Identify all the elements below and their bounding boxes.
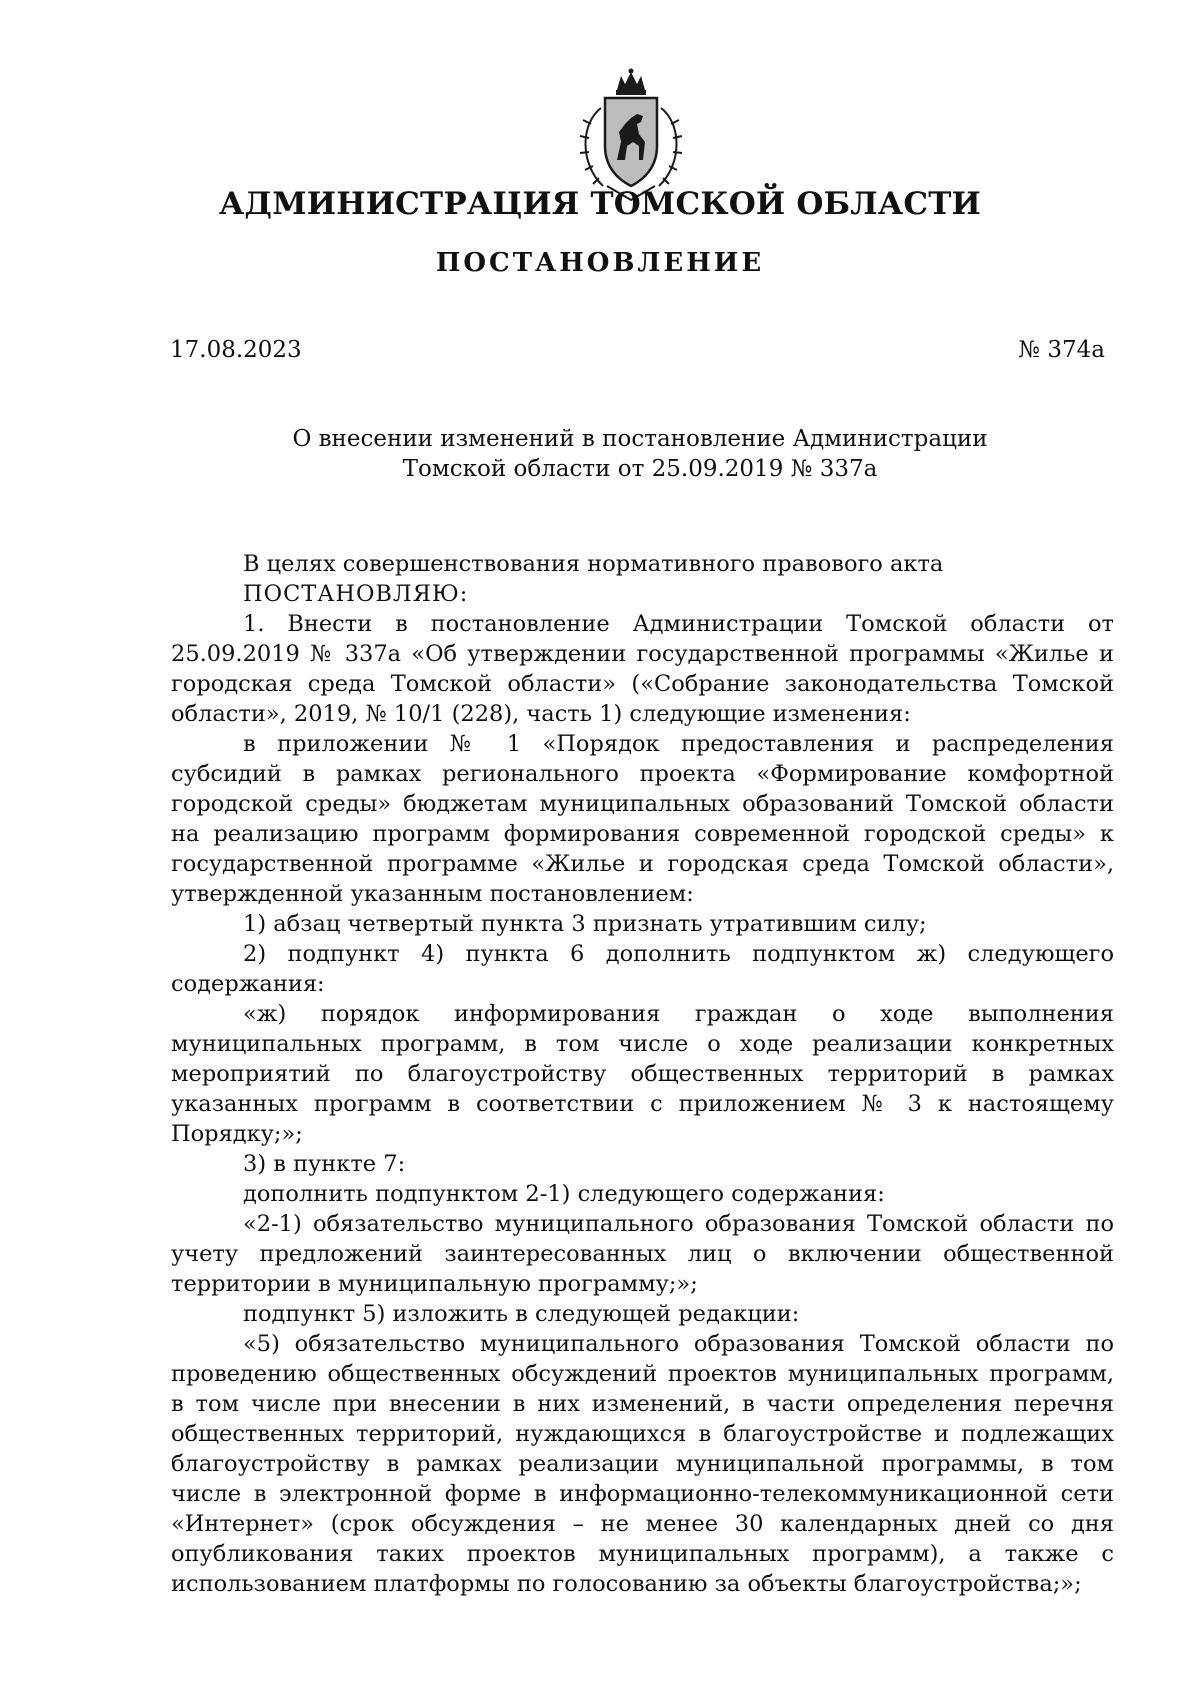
clause-paragraph: 1) абзац четвертый пункта 3 признать утратившим силу;	[243, 911, 927, 937]
clause-paragraph: «ж) порядок информирования граждан о ходе выполнения муниципальных программ, в том числе о ходе реализации конкретных мероприятий по благоустройству общественных территорий в рамках указанных программ в соответствии с приложением № 3 к настоящему Порядку;»;	[171, 1001, 1114, 1147]
clause-paragraph: 1. Внести в постановление Администрации Томской области от 25.09.2019 № 337а «Об утверждении государственной программы «Жилье и городская среда Томской области» («Собрание законодательства Томской области», 2019, № 10/1 (228), часть 1) следующие изменения:	[171, 611, 1114, 727]
subject-line: О внесении изменений в постановление Администрации	[292, 426, 988, 452]
organization-title: АДМИНИСТРАЦИЯ ТОМСКОЙ ОБЛАСТИ	[218, 186, 981, 222]
document-number: № 374а	[1018, 337, 1105, 363]
document-date: 17.08.2023	[170, 337, 302, 363]
decree-word: ПОСТАНОВЛЯЮ:	[243, 581, 469, 607]
clause-paragraph: «5) обязательство муниципального образования Томской области по проведению общественных обсуждений проектов муниципальных программ, в том числе при внесении в них изменений, в части определения перечня общественных территорий, нуждающихся в благоустройстве и подлежащих благоустройству в рамках реализации муниципальной программы, в том числе в электронной форме в информационно-телекоммуникационной сети «Интернет» (срок обсуждения – не менее 30 календарных дней со дня опубликования таких проектов муниципальных программ), а также с использованием платформы по голосованию за объекты благоустройства;»;	[171, 1331, 1114, 1597]
clause-paragraph: подпункт 5) изложить в следующей редакции:	[243, 1301, 800, 1327]
document-body	[171, 549, 1114, 1599]
clause-paragraph: в приложении № 1 «Порядок предоставления и распределения субсидий в рамках регионального проекта «Формирование комфортной городской среды» бюджетам муниципальных образований Томской области на реализацию программ формирования современной городской среды» к государственной программе «Жилье и городская среда Томской области», утвержденной указанным постановлением:	[171, 731, 1114, 907]
crown-icon	[616, 69, 646, 96]
preamble-paragraph: В целях совершенствования нормативного правового акта	[243, 551, 944, 577]
clause-paragraph: дополнить подпунктом 2-1) следующего содержания:	[243, 1181, 885, 1207]
document-subject	[250, 424, 1030, 484]
clause-paragraph: 3) в пункте 7:	[243, 1151, 406, 1177]
clause-paragraph: «2-1) обязательство муниципального образования Томской области по учету предложений заинтересованных лиц о включении общественной территории в муниципальную программу;»;	[171, 1211, 1114, 1297]
subject-line: Томской области от 25.09.2019 № 337а	[402, 456, 878, 482]
document-type: ПОСТАНОВЛЕНИЕ	[435, 248, 765, 278]
clause-paragraph: 2) подпункт 4) пункта 6 дополнить подпунктом ж) следующего содержания:	[171, 941, 1114, 997]
